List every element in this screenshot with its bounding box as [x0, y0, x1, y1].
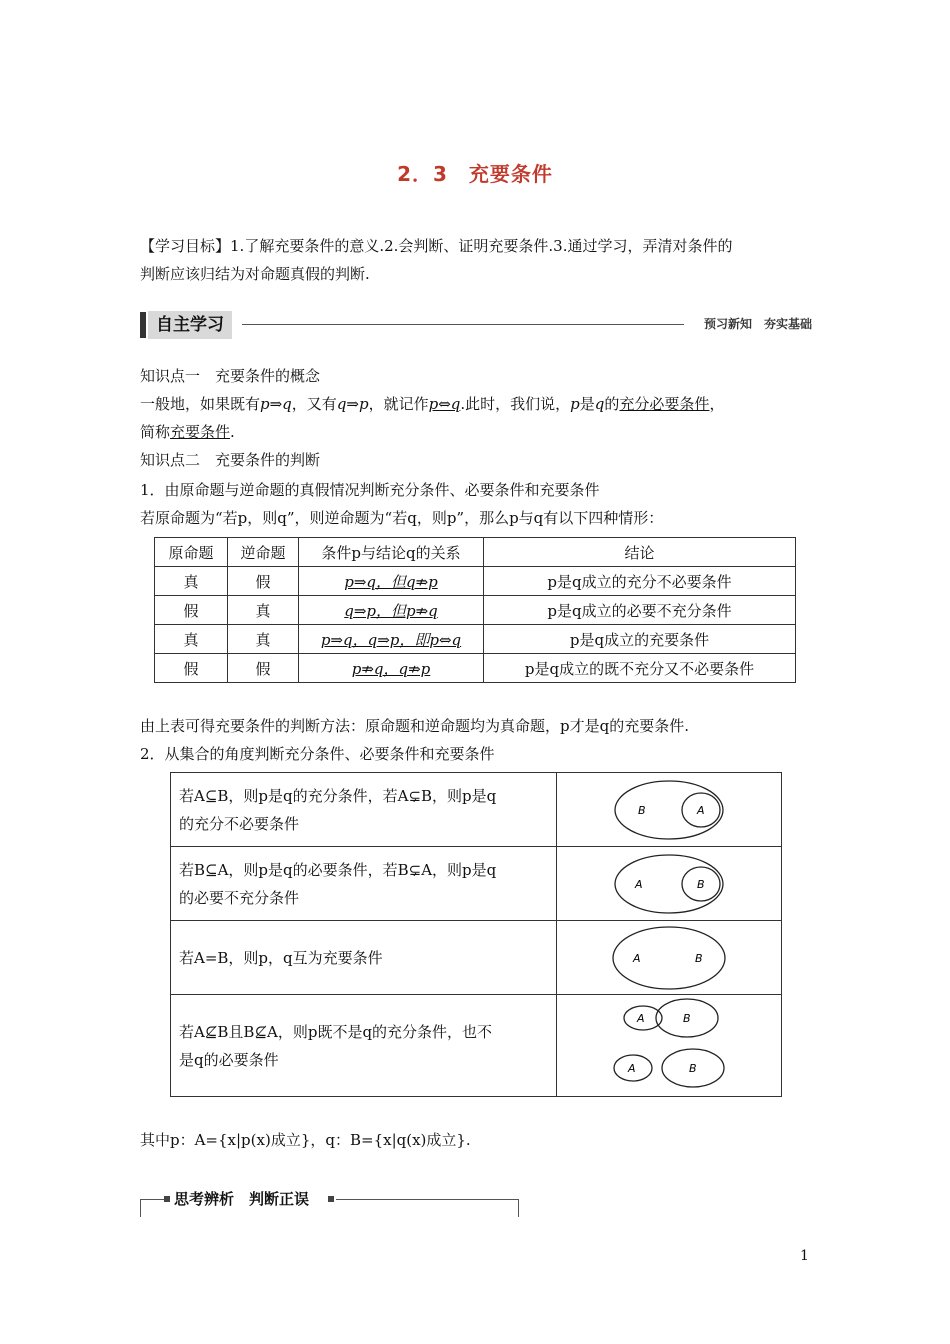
term-iff: 充要条件: [170, 423, 231, 441]
table-header: 条件p与结论q的关系: [299, 538, 484, 567]
venn-label-b: B: [697, 877, 705, 891]
table-header: 结论: [484, 538, 796, 567]
table-cell: p⇏q，q⇏p: [299, 654, 484, 683]
text: .: [230, 423, 235, 441]
set-row-text: [171, 995, 557, 1097]
think-square-right: [328, 1196, 334, 1202]
text: .此时，我们说，: [460, 395, 571, 413]
venn-cell: [557, 847, 782, 921]
table-row: [155, 567, 796, 596]
set-row-line2: 是q的必要条件: [179, 1050, 279, 1069]
table-cell: p是q成立的必要不充分条件: [484, 596, 796, 625]
venn-label-b: B: [638, 803, 646, 817]
set-row-line1: 若B⊆A，则p是q的必要条件，若B⊊A，则p是q: [179, 860, 497, 879]
math-p: p: [570, 395, 580, 413]
k2-heading: 知识点二 充要条件的判断: [140, 451, 321, 469]
table-cell: 真: [155, 625, 228, 654]
text: 是: [579, 395, 595, 413]
objectives-line1: 1.了解充要条件的意义.2.会判断、证明充要条件.3.通过学习，弄清对条件的: [230, 237, 733, 255]
objectives-label: 【学习目标】: [140, 237, 231, 255]
set-row-line2: 的充分不必要条件: [179, 814, 300, 833]
text: ，就记作: [368, 395, 429, 413]
math-q-implies-p: q⇒p: [336, 395, 369, 413]
venn-label-b: B: [695, 951, 703, 965]
k2-conclusion: 由上表可得充要条件的判断方法：原命题和逆命题均为真命题，p才是q的充要条件.: [140, 717, 689, 735]
text: ，: [709, 395, 725, 413]
math-p-iff-q: p⇔q: [428, 395, 461, 413]
set-row-line2: 的必要不充分条件: [179, 888, 300, 907]
k2-intro: 若原命题为“若p，则q”，则逆命题为“若q，则p”，那么p与q有以下四种情形：: [140, 509, 664, 527]
math-q: q: [594, 395, 605, 413]
table-header: 逆命题: [228, 538, 299, 567]
page-number: 1: [800, 1248, 809, 1264]
table-header: 原命题: [155, 538, 228, 567]
think-left-bracket: [140, 1199, 141, 1217]
venn-b-subset-a: [557, 848, 781, 920]
term-sufficient-necessary: 充分必要条件: [619, 395, 710, 413]
set-row-text: [171, 921, 557, 995]
venn-cell: [557, 921, 782, 995]
venn-label-a: A: [637, 1011, 645, 1025]
table-row: [155, 654, 796, 683]
table-row: [171, 921, 782, 995]
k2-item1: 1．由原命题与逆命题的真假情况判断充分条件、必要条件和充要条件: [140, 481, 600, 499]
venn-cell: [557, 773, 782, 847]
table-row: [171, 773, 782, 847]
think-label: 思考辨析 判断正误: [170, 1188, 313, 1209]
set-row-text: [171, 847, 557, 921]
venn-a-equals-b: [557, 922, 781, 994]
k2-item2: 2．从集合的角度判断充分条件、必要条件和充要条件: [140, 745, 495, 763]
table-header-row: [155, 538, 796, 567]
table-cell: 假: [155, 596, 228, 625]
table-cell: 真: [228, 596, 299, 625]
venn-label-a: A: [628, 1061, 636, 1075]
banner-bar: [140, 312, 146, 338]
page-title: 2．3 充要条件: [397, 162, 553, 186]
table-row: [155, 625, 796, 654]
set-row-line1: 若A=B，则p，q互为充要条件: [179, 948, 383, 967]
learning-objectives: [140, 232, 812, 288]
objectives-line2: 判断应该归结为对命题真假的判断.: [140, 265, 370, 283]
table-cell: 假: [228, 567, 299, 596]
venn-cell: [557, 995, 782, 1097]
table-cell: p是q成立的充要条件: [484, 625, 796, 654]
table-cell: 真: [228, 625, 299, 654]
table-cell: p是q成立的充分不必要条件: [484, 567, 796, 596]
venn-ellipse-a: [615, 855, 723, 913]
banner-right-text: 预习新知 夯实基础: [703, 317, 812, 331]
venn-label-b: B: [683, 1011, 691, 1025]
venn-label-b: B: [689, 1061, 697, 1075]
set-row-text: [171, 773, 557, 847]
set-row-line1: 若A⊆B，则p是q的充分条件，若A⊊B，则p是q: [179, 786, 497, 805]
table-row: [171, 847, 782, 921]
venn-a-subset-b: [557, 774, 781, 846]
venn-label-a: A: [697, 803, 705, 817]
table-cell: p⇒q，q⇒p，即p⇔q: [299, 625, 484, 654]
table-row: [171, 995, 782, 1097]
k1-paragraph-line1: [140, 391, 724, 417]
set-relation-table: [170, 772, 782, 1097]
think-section-header: [140, 1188, 520, 1220]
think-right-bracket: [518, 1199, 519, 1217]
banner-label: 自主学习: [148, 311, 232, 339]
venn-ellipse-ab: [613, 927, 725, 989]
venn-label-a: A: [635, 877, 643, 891]
think-rule-left: [140, 1199, 164, 1200]
k1-paragraph-line2: [140, 419, 235, 445]
table-row: [155, 596, 796, 625]
venn-ellipse-b: [615, 781, 723, 839]
think-rule-right: [336, 1199, 518, 1200]
set-footnote: 其中p：A={x|p(x)成立}，q：B={x|q(x)成立}.: [140, 1131, 471, 1149]
table-cell: 真: [155, 567, 228, 596]
condition-table: [154, 537, 796, 683]
banner-rule: [242, 324, 684, 325]
table-cell: p⇒q，但q⇏p: [299, 567, 484, 596]
text: 简称: [140, 423, 171, 441]
table-cell: p是q成立的既不充分又不必要条件: [484, 654, 796, 683]
table-cell: 假: [228, 654, 299, 683]
text: 一般地，如果既有: [140, 395, 261, 413]
table-cell: 假: [155, 654, 228, 683]
self-study-banner: [140, 311, 812, 339]
set-row-line1: 若A⊈B且B⊈A，则p既不是q的充分条件，也不: [179, 1022, 493, 1041]
table-cell: q⇒p，但p⇏q: [299, 596, 484, 625]
venn-label-a: A: [633, 951, 641, 965]
text: ，又有: [291, 395, 337, 413]
venn-neither: [557, 996, 781, 1096]
math-p-implies-q: p⇒q: [260, 395, 292, 413]
k1-heading: 知识点一 充要条件的概念: [140, 367, 321, 385]
text: 的: [604, 395, 620, 413]
